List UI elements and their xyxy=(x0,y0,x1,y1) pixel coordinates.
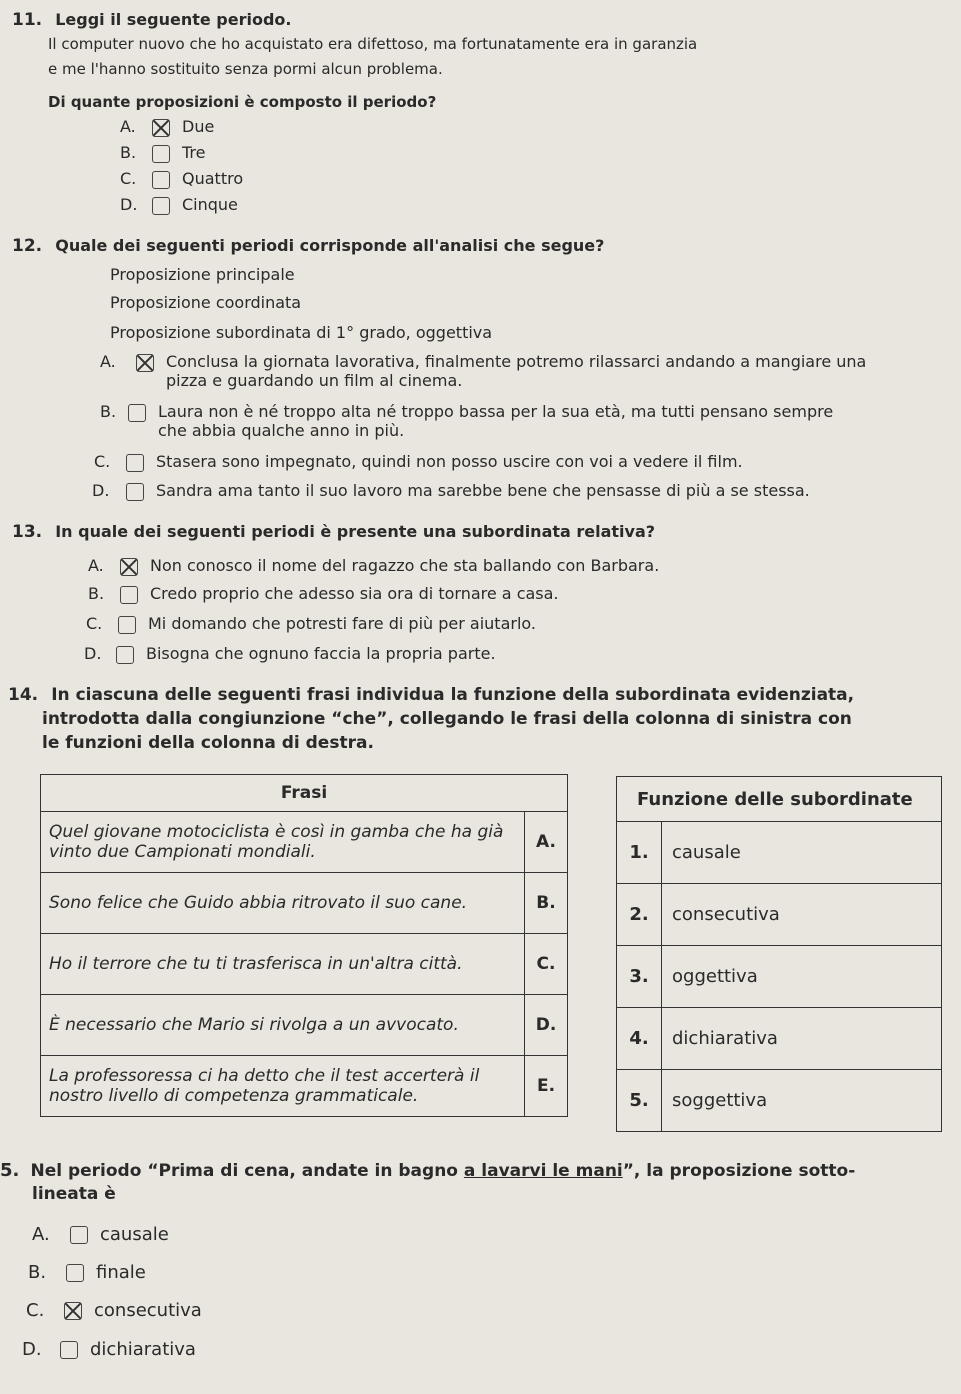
option-letter: D. xyxy=(92,481,110,500)
funzione-text: dichiarativa xyxy=(662,1008,942,1070)
checkbox-icon[interactable] xyxy=(152,171,170,189)
checkbox-icon[interactable] xyxy=(60,1341,78,1359)
table-row[interactable] xyxy=(41,812,568,873)
checkbox-icon[interactable] xyxy=(116,646,134,664)
q15-header xyxy=(0,1160,855,1181)
frase-text: La professoressa ci ha detto che il test accerterà il nostro livello di competenza grammaticale. xyxy=(41,1056,525,1117)
frase-text: È necessario che Mario si rivolga a un avvocato. xyxy=(41,995,525,1056)
q15-option-b[interactable] xyxy=(28,1262,146,1283)
frasi-table xyxy=(40,774,568,1117)
funzione-number[interactable]: 4. xyxy=(617,1008,662,1070)
frase-letter[interactable]: C. xyxy=(525,934,568,995)
table-row[interactable] xyxy=(617,884,942,946)
option-text: Sandra ama tanto il suo lavoro ma sarebbe bene che pensasse di più a se stessa. xyxy=(156,481,810,500)
funzione-text: consecutiva xyxy=(662,884,942,946)
funzione-number[interactable]: 2. xyxy=(617,884,662,946)
checked-box-icon[interactable] xyxy=(64,1302,82,1320)
q11-option-a[interactable] xyxy=(120,117,214,136)
funzione-text: oggettiva xyxy=(662,946,942,1008)
q11-option-d[interactable] xyxy=(120,195,238,214)
q14-title-line3: le funzioni della colonna di destra. xyxy=(42,733,374,753)
funzione-number[interactable]: 3. xyxy=(617,946,662,1008)
option-letter: C. xyxy=(94,452,111,471)
q15-option-d[interactable] xyxy=(22,1339,196,1360)
table-row[interactable] xyxy=(41,873,568,934)
q13-option-d[interactable] xyxy=(84,644,496,663)
q15-number: 5. xyxy=(0,1160,20,1181)
option-letter: B. xyxy=(100,402,117,421)
table-row[interactable] xyxy=(41,995,568,1056)
checkbox-icon[interactable] xyxy=(120,586,138,604)
checkbox-icon[interactable] xyxy=(70,1226,88,1244)
checkbox-icon[interactable] xyxy=(152,145,170,163)
q12-analysis-1: Proposizione principale xyxy=(110,265,295,284)
q12-analysis-2: Proposizione coordinata xyxy=(110,293,302,312)
funzione-number[interactable]: 1. xyxy=(617,822,662,884)
option-letter: B. xyxy=(120,143,137,162)
table-row[interactable] xyxy=(617,1008,942,1070)
q12-option-b[interactable] xyxy=(100,402,900,440)
option-text: Conclusa la giornata lavorativa, finalmente potremo rilassarci andando a mangiare una pizza e guardando un film al cinema. xyxy=(166,352,867,390)
q13-option-c[interactable] xyxy=(86,614,536,633)
checkbox-icon[interactable] xyxy=(118,616,136,634)
checked-box-icon[interactable] xyxy=(136,354,154,372)
q13-option-b[interactable] xyxy=(88,584,559,603)
option-letter: D. xyxy=(120,195,138,214)
q11-text-line2: e me l'hanno sostituito senza pormi alcun problema. xyxy=(48,60,443,78)
funzione-text: causale xyxy=(662,822,942,884)
q13-number: 13. xyxy=(12,522,43,542)
option-letter: D. xyxy=(84,644,102,663)
q13-header xyxy=(12,522,655,542)
frase-letter[interactable]: B. xyxy=(525,873,568,934)
q13-option-a[interactable] xyxy=(88,556,659,575)
table-row[interactable] xyxy=(617,1070,942,1132)
checkbox-icon[interactable] xyxy=(126,454,144,472)
option-letter: C. xyxy=(120,169,137,188)
checkbox-icon[interactable] xyxy=(66,1264,84,1282)
q14-title-line1: In ciascuna delle seguenti frasi individua la funzione della subordinata evidenziata, xyxy=(51,685,855,705)
option-text: Mi domando che potresti fare di più per aiutarlo. xyxy=(148,614,536,633)
checked-box-icon[interactable] xyxy=(120,558,138,576)
option-text: Non conosco il nome del ragazzo che sta ballando con Barbara. xyxy=(150,556,660,575)
q15-title-underlined: a lavarvi le mani xyxy=(463,1161,623,1181)
option-text: causale xyxy=(100,1224,169,1245)
frase-text: Sono felice che Guido abbia ritrovato il suo cane. xyxy=(41,873,525,934)
option-letter: B. xyxy=(28,1262,47,1283)
checkbox-icon[interactable] xyxy=(128,404,146,422)
q12-option-c[interactable] xyxy=(94,452,743,471)
checkbox-icon[interactable] xyxy=(152,197,170,215)
option-text: Quattro xyxy=(182,169,244,188)
checked-box-icon[interactable] xyxy=(152,119,170,137)
q15-title-post: ”, la proposizione sotto- xyxy=(622,1161,856,1181)
option-letter: D. xyxy=(22,1339,42,1360)
funzioni-table xyxy=(616,776,942,1132)
option-text: Laura non è né troppo alta né troppo bassa per la sua età, ma tutti pensano sempre che abbia qualche anno in più. xyxy=(158,402,834,440)
q11-option-c[interactable] xyxy=(120,169,243,188)
option-text: Bisogna che ognuno faccia la propria parte. xyxy=(146,644,496,663)
option-letter: A. xyxy=(100,352,116,371)
funzione-number[interactable]: 5. xyxy=(617,1070,662,1132)
checkbox-icon[interactable] xyxy=(126,483,144,501)
option-letter: A. xyxy=(120,117,136,136)
option-text: finale xyxy=(96,1262,146,1283)
option-letter: A. xyxy=(32,1224,50,1245)
q14-number: 14. xyxy=(8,685,39,705)
table-row[interactable] xyxy=(41,1056,568,1117)
q15-title-pre: Nel periodo “Prima di cena, andate in bagno xyxy=(30,1161,464,1181)
option-letter: C. xyxy=(86,614,103,633)
q11-header xyxy=(12,10,292,30)
option-text: consecutiva xyxy=(94,1300,202,1321)
option-text: Credo proprio che adesso sia ora di tornare a casa. xyxy=(150,584,559,603)
option-text: Tre xyxy=(182,143,206,162)
q14-title-line2: introdotta dalla congiunzione “che”, collegando le frasi della colonna di sinistra con xyxy=(42,709,852,729)
funzione-text: soggettiva xyxy=(662,1070,942,1132)
q11-number: 11. xyxy=(12,10,43,30)
option-letter: A. xyxy=(88,556,104,575)
table-row[interactable] xyxy=(617,822,942,884)
frase-letter[interactable]: E. xyxy=(525,1056,568,1117)
frasi-header: Frasi xyxy=(41,775,568,812)
q14-header xyxy=(8,685,854,705)
q12-option-a[interactable] xyxy=(100,352,900,390)
q12-title: Quale dei seguenti periodi corrisponde all'analisi che segue? xyxy=(55,236,605,255)
frase-letter[interactable]: A. xyxy=(525,812,568,873)
option-letter: B. xyxy=(88,584,105,603)
q15-option-a[interactable] xyxy=(32,1224,169,1245)
q11-text-line1: Il computer nuovo che ho acquistato era difettoso, ma fortunatamente era in garanzia xyxy=(48,35,698,53)
q11-title: Leggi il seguente periodo. xyxy=(55,10,292,29)
q12-number: 12. xyxy=(12,236,43,256)
q12-analysis-3: Proposizione subordinata di 1° grado, oggettiva xyxy=(110,323,493,342)
frase-text: Ho il terrore che tu ti trasferisca in un'altra città. xyxy=(41,934,525,995)
frase-letter[interactable]: D. xyxy=(525,995,568,1056)
q15-option-c[interactable] xyxy=(26,1300,202,1321)
q13-title: In quale dei seguenti periodi è presente una subordinata relativa? xyxy=(55,522,656,541)
q15-title-line2: lineata è xyxy=(32,1184,116,1204)
funzioni-header: Funzione delle subordinate xyxy=(617,777,942,822)
q11-option-b[interactable] xyxy=(120,143,206,162)
q12-header xyxy=(12,236,604,256)
option-text: dichiarativa xyxy=(90,1339,196,1360)
option-text: Due xyxy=(182,117,215,136)
option-letter: C. xyxy=(26,1300,45,1321)
table-row[interactable] xyxy=(41,934,568,995)
option-text: Stasera sono impegnato, quindi non posso uscire con voi a vedere il film. xyxy=(156,452,743,471)
frase-text: Quel giovane motociclista è così in gamba che ha già vinto due Campionati mondiali. xyxy=(41,812,525,873)
table-row[interactable] xyxy=(617,946,942,1008)
q12-option-d[interactable] xyxy=(92,481,810,500)
option-text: Cinque xyxy=(182,195,238,214)
q11-question: Di quante proposizioni è composto il periodo? xyxy=(48,93,437,111)
